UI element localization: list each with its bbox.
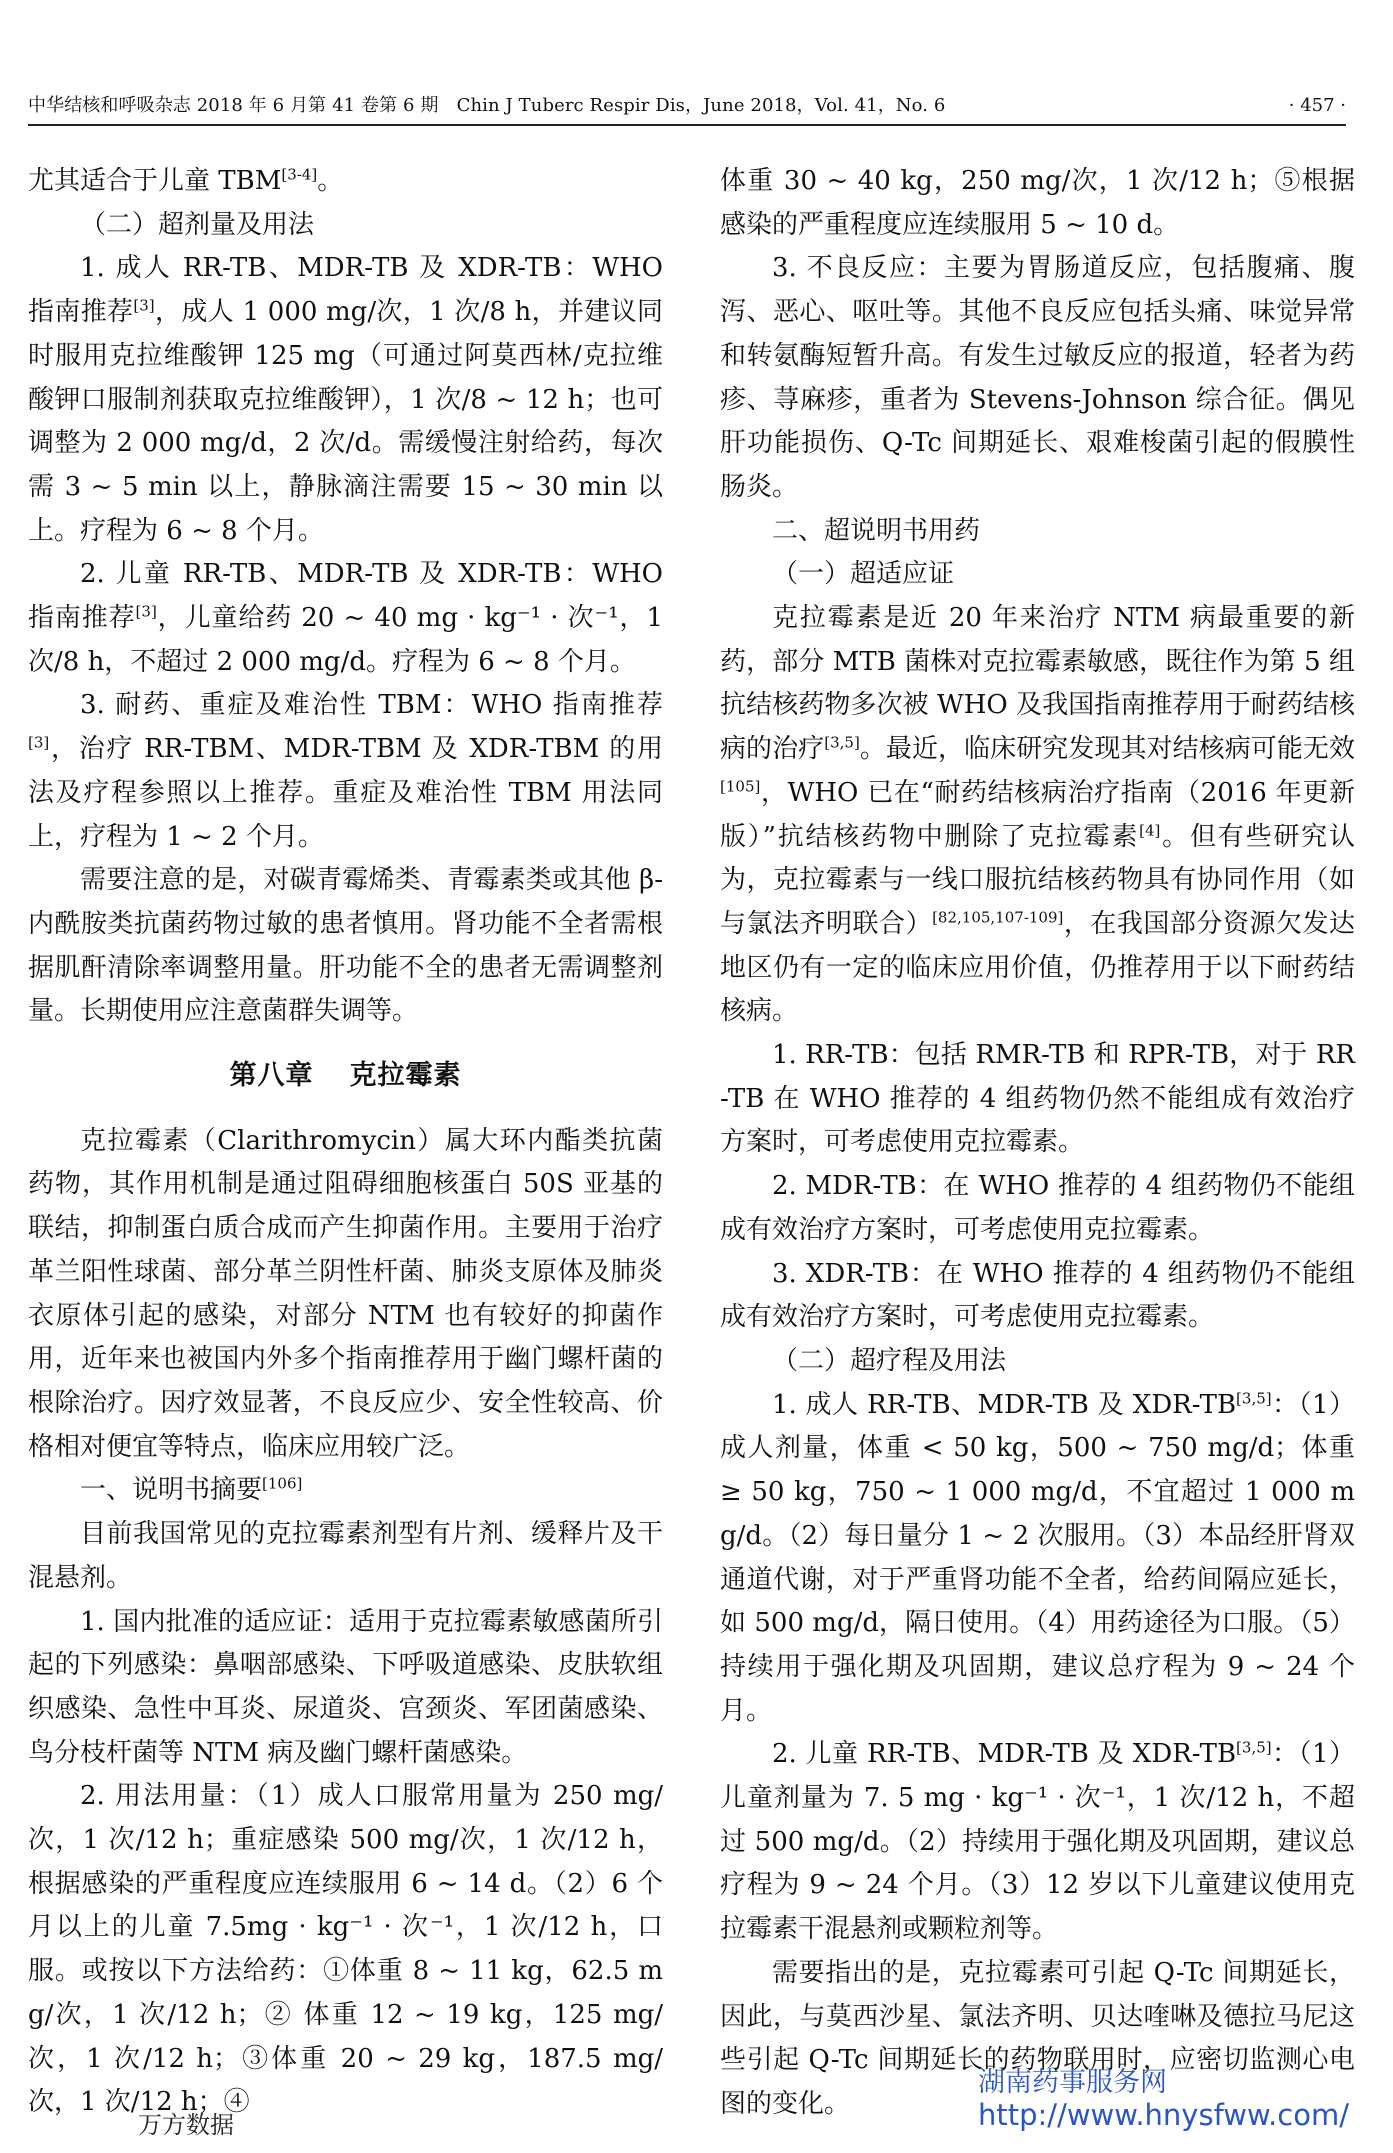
paragraph — [28, 553, 663, 684]
subsection-heading: （二）超疗程及用法 — [772, 1345, 1007, 1376]
text-span: 。 — [317, 166, 344, 196]
text-span: ，WHO 已在“耐药结核病治疗指南（2016 年更新版）”抗结核药物中删除了克拉霉素 — [720, 777, 1355, 852]
citation: [3] — [28, 733, 50, 752]
source-footer: 万方数据 — [138, 2111, 234, 2139]
chapter-heading — [28, 1054, 663, 1098]
paragraph: 3. XDR-TB：在 WHO 推荐的 4 组药物仍不能组成有效治疗方案时，可考虑使用克拉霉素。 — [720, 1258, 1355, 1333]
text-span: ：（1）成人剂量，体重 < 50 kg，500 ~ 750 mg/d；体重 ≥ 50 kg，750 ~ 1 000 mg/d，不宜超过 1 000 mg/d。（2）每日量分 1 ~ 2 次服用。（3）本品经肝肾双通道代谢，对于严重肾功能不全者，给药间隔应延长，如 500 mg/d，隔日使用。（4）用药途径为口服。（5）持续用于强化期及巩固期，建议总疗程为 9 ~ 24 个月。 — [720, 1389, 1355, 1726]
journal-citation: 中华结核和呼吸杂志 2018 年 6 月第 41 卷第 6 期 Chin J Tuberc Respir Dis，June 2018，Vol. 41，No. 6 — [28, 95, 946, 116]
paragraph: 2. 用法用量：（1）成人口服常用量为 250 mg/次，1 次/12 h；重症感染 500 mg/次，1 次/12 h，根据感染的严重程度应连续服用 6 ~ 14 d。（2）6 个月以上的儿童 7.5mg · kg⁻¹ · 次⁻¹，1 次/12 h，口服。或按以下方法给药：①体重 8 ~ 11 kg，62.5 mg/次，1 次/12 h；② 体重 12 ~ 19 kg，125 mg/次，1 次/12 h；③体重 20 ~ 29 kg，187.5 mg/次，1 次/12 h；④ — [28, 1781, 663, 2118]
text-span: 1. 成人 RR-TB、MDR-TB 及 XDR-TB — [772, 1389, 1237, 1420]
section-heading: （二）超剂量及用法 — [80, 209, 315, 240]
text-span: 一、说明书摘要 — [80, 1475, 263, 1506]
text-span: 1. 成人 RR-TB、MDR-TB 及 XDR-TB：WHO 指南推荐 — [28, 253, 663, 328]
paragraph: 1. 国内批准的适应证：适用于克拉霉素敏感菌所引起的下列感染：鼻咽部感染、下呼吸道感染、皮肤软组织感染、急性中耳炎、尿道炎、宫颈炎、军团菌感染、鸟分枝杆菌等 NTM 病及幽门螺杆菌感染。 — [28, 1606, 663, 1768]
paragraph — [28, 247, 663, 553]
citation: [3,5] — [1236, 1389, 1272, 1408]
text-span: 2. 儿童 RR-TB、MDR-TB 及 XDR-TB — [772, 1739, 1237, 1770]
paragraph: 3. 不良反应：主要为胃肠道反应，包括腹痛、腹泻、恶心、呕吐等。其他不良反应包括头痛、味觉异常和转氨酶短暂升高。有发生过敏反应的报道，轻者为药疹、荨麻疹，重者为 Stevens-Johnson 综合征。偶见肝功能损伤、Q-Tc 间期延长、艰难梭菌引起的假膜性肠炎。 — [720, 253, 1355, 502]
watermark-name: 湖南药事服务网 — [978, 2067, 1167, 2098]
section-heading — [28, 1469, 663, 1513]
citation: [3,5] — [824, 733, 860, 752]
paragraph: 1. RR-TB：包括 RMR-TB 和 RPR-TB，对于 RR-TB 在 WHO 推荐的 4 组药物仍然不能组成有效治疗方案时，可考虑使用克拉霉素。 — [720, 1040, 1355, 1158]
paragraph: 克拉霉素（Clarithromycin）属大环内酯类抗菌药物，其作用机制是通过阻碍细胞核蛋白 50S 亚基的联结，抑制蛋白质合成而产生抑菌作用。主要用于治疗革兰阳性球菌、部分革兰阴性杆菌、肺炎支原体及肺炎衣原体引起的感染，对部分 NTM 也有较好的抑菌作用，近年来也被国内外多个指南推荐用于幽门螺杆菌的根除治疗。因疗效显著，不良反应少、安全性较高、价格相对便宜等特点，临床应用较广泛。 — [28, 1125, 663, 1462]
citation: [3-4] — [281, 165, 318, 184]
paragraph — [28, 160, 663, 204]
text-span: ，治疗 RR-TBM、MDR-TBM 及 XDR-TBM 的用法及疗程参照以上推荐。重症及难治性 TBM 用法同上，疗程为 1 ~ 2 个月。 — [28, 734, 663, 852]
citation: [82,105,107-109] — [932, 908, 1064, 927]
watermark-url[interactable]: http://www.hnysfww.com/ — [978, 2098, 1349, 2132]
citation: [3,5] — [1236, 1738, 1272, 1757]
paragraph — [720, 1733, 1355, 1952]
paragraph: 需要注意的是，对碳青霉烯类、青霉素类或其他 β-内酰胺类抗菌药物过敏的患者慎用。肾功能不全者需根据肌酐清除率调整用量。肝功能不全的患者无需调整剂量。长期使用应注意菌群失调等。 — [28, 865, 663, 1027]
text-span: 2. 儿童 RR-TB、MDR-TB 及 XDR-TB：WHO 指南推荐 — [28, 559, 663, 634]
page-number: · 457 · — [1288, 95, 1346, 116]
paragraph: 目前我国常见的克拉霉素剂型有片剂、缓释片及干混悬剂。 — [28, 1519, 663, 1593]
section-heading: 二、超说明书用药 — [772, 515, 981, 546]
paragraph: 2. MDR-TB：在 WHO 推荐的 4 组药物仍不能组成有效治疗方案时，可考虑使用克拉霉素。 — [720, 1171, 1355, 1245]
text-span: ：（1）儿童剂量为 7. 5 mg · kg⁻¹ · 次⁻¹，1 次/12 h，不超过 500 mg/d。（2）持续用于强化期及巩固期，建议总疗程为 9 ~ 24 个月。（3）12 岁以下儿童建议使用克拉霉素干混悬剂或颗粒剂等。 — [720, 1739, 1355, 1945]
subsection-heading: （一）超适应证 — [772, 559, 955, 590]
paragraph — [720, 597, 1355, 1034]
citation: [106] — [262, 1474, 303, 1493]
text-span: ，成人 1 000 mg/次，1 次/8 h，并建议同时服用克拉维酸钾 125 mg（可通过阿莫西林/克拉维酸钾口服制剂获取克拉维酸钾），1 次/8 ~ 12 h；也可调整为 2 000 mg/d，2 次/d。需缓慢注射给药，每次需 3 ~ 5 min 以上，静脉滴注需要 15 ~ 30 min 以上。疗程为 6 ~ 8 个月。 — [28, 297, 663, 546]
text-span: 克拉霉素是近 20 年来治疗 NTM 病最重要的新药，部分 MTB 菌株对克拉霉素敏感，既往作为第 5 组抗结核药物多次被 WHO 及我国指南推荐用于耐药结核病的治疗 — [720, 603, 1355, 765]
header-rule — [28, 124, 1346, 126]
paragraph: 体重 30 ~ 40 kg，250 mg/次，1 次/12 h；⑤根据感染的严重程度应连续服用 5 ~ 10 d。 — [720, 166, 1355, 240]
running-header — [28, 92, 1346, 120]
text-span: ，在我国部分资源欠发达地区仍有一定的临床应用价值，仍推荐用于以下耐药结核病。 — [720, 908, 1355, 1027]
paragraph — [720, 1384, 1355, 1734]
text-span: 3. 耐药、重症及难治性 TBM：WHO 指南推荐 — [80, 690, 663, 721]
citation: [4] — [1139, 820, 1161, 839]
left-column — [28, 160, 663, 2118]
paragraph — [28, 684, 663, 859]
citation: [3] — [133, 296, 155, 315]
text-span: 。但有些研究认为，克拉霉素与一线口服抗结核药物具有协同作用（如与氯法齐明联合） — [720, 821, 1355, 939]
chapter-title: 克拉霉素 — [349, 1060, 462, 1092]
citation: [105] — [720, 777, 761, 796]
paragraph: 需要指出的是，克拉霉素可引起 Q-Tc 间期延长，因此，与莫西沙星、氯法齐明、贝达喹啉及德拉马尼这些引起 Q-Tc 间期延长的药物联用时，应密切监测心电图的变化。 — [720, 1957, 1355, 2119]
citation: [3] — [135, 602, 157, 621]
text-span: ，儿童给药 20 ~ 40 mg · kg⁻¹ · 次⁻¹，1 次/8 h，不超过 2 000 mg/d。疗程为 6 ~ 8 个月。 — [28, 603, 663, 677]
chapter-number: 第八章 — [229, 1060, 314, 1092]
text-span: 尤其适合于儿童 TBM — [28, 166, 282, 196]
text-span: 。最近，临床研究发现其对结核病可能无效 — [859, 734, 1355, 765]
